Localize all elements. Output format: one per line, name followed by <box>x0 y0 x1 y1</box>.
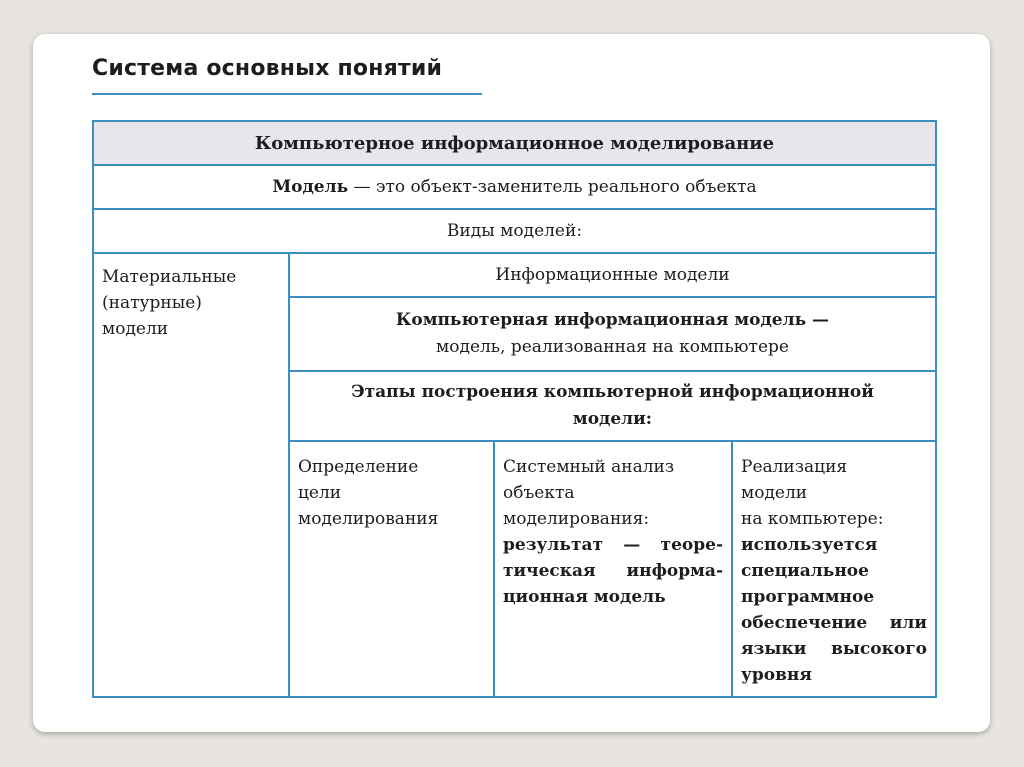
stage-line: модели <box>741 483 808 503</box>
stage-line: уровня <box>741 665 812 685</box>
computer-model-text: модель, реализованная на компьютере <box>436 337 789 357</box>
stage-line: Системный анализ <box>503 457 675 477</box>
title-underline <box>92 93 482 95</box>
stage-line: цели <box>298 483 342 503</box>
stage-line: на компьютере: <box>741 509 884 529</box>
table-title: Компьютерное информационное моделирование <box>94 122 935 166</box>
stage-line: Определение <box>298 457 419 477</box>
page-title: Система основных понятий <box>92 56 443 81</box>
computer-model-term: Компьютерная информационная модель — <box>395 310 830 330</box>
stage-line: моделирования: <box>503 509 650 529</box>
material-line: модели <box>102 319 169 339</box>
concepts-table <box>92 120 937 698</box>
model-definition-text: — это объект-заменитель реального объекта <box>348 177 757 197</box>
material-models-cell <box>94 254 290 696</box>
material-line: (натурные) <box>102 293 202 313</box>
stage-analysis-cell <box>495 442 733 696</box>
stage-line: используется <box>741 535 878 555</box>
model-definition-row <box>94 166 935 210</box>
model-term: Модель <box>272 177 349 197</box>
stage-goal-cell <box>290 442 495 696</box>
computer-model-cell <box>290 298 935 372</box>
stage-line: моделирования <box>298 509 439 529</box>
stage-line: специальное <box>741 561 869 581</box>
stage-line: ционная модель <box>503 587 666 607</box>
stage-line: программное <box>741 587 875 607</box>
information-models-cell: Информационные модели <box>290 254 935 298</box>
stage-line: объекта <box>503 483 575 503</box>
stages-title-cell <box>290 372 935 442</box>
stages-title-line: модели: <box>572 409 653 429</box>
material-line: Материальные <box>102 267 237 287</box>
stages-title-line: Этапы построения компьютерной информационной <box>351 382 874 402</box>
stage-line: языки высокого <box>741 639 927 659</box>
stage-line: результат — теоре- <box>503 535 723 555</box>
model-types-label: Виды моделей: <box>94 210 935 254</box>
stage-line: обеспечение или <box>741 613 927 633</box>
stage-line: тическая информа- <box>503 561 723 581</box>
stage-line: Реализация <box>741 457 848 477</box>
stage-implementation-cell <box>733 442 935 696</box>
